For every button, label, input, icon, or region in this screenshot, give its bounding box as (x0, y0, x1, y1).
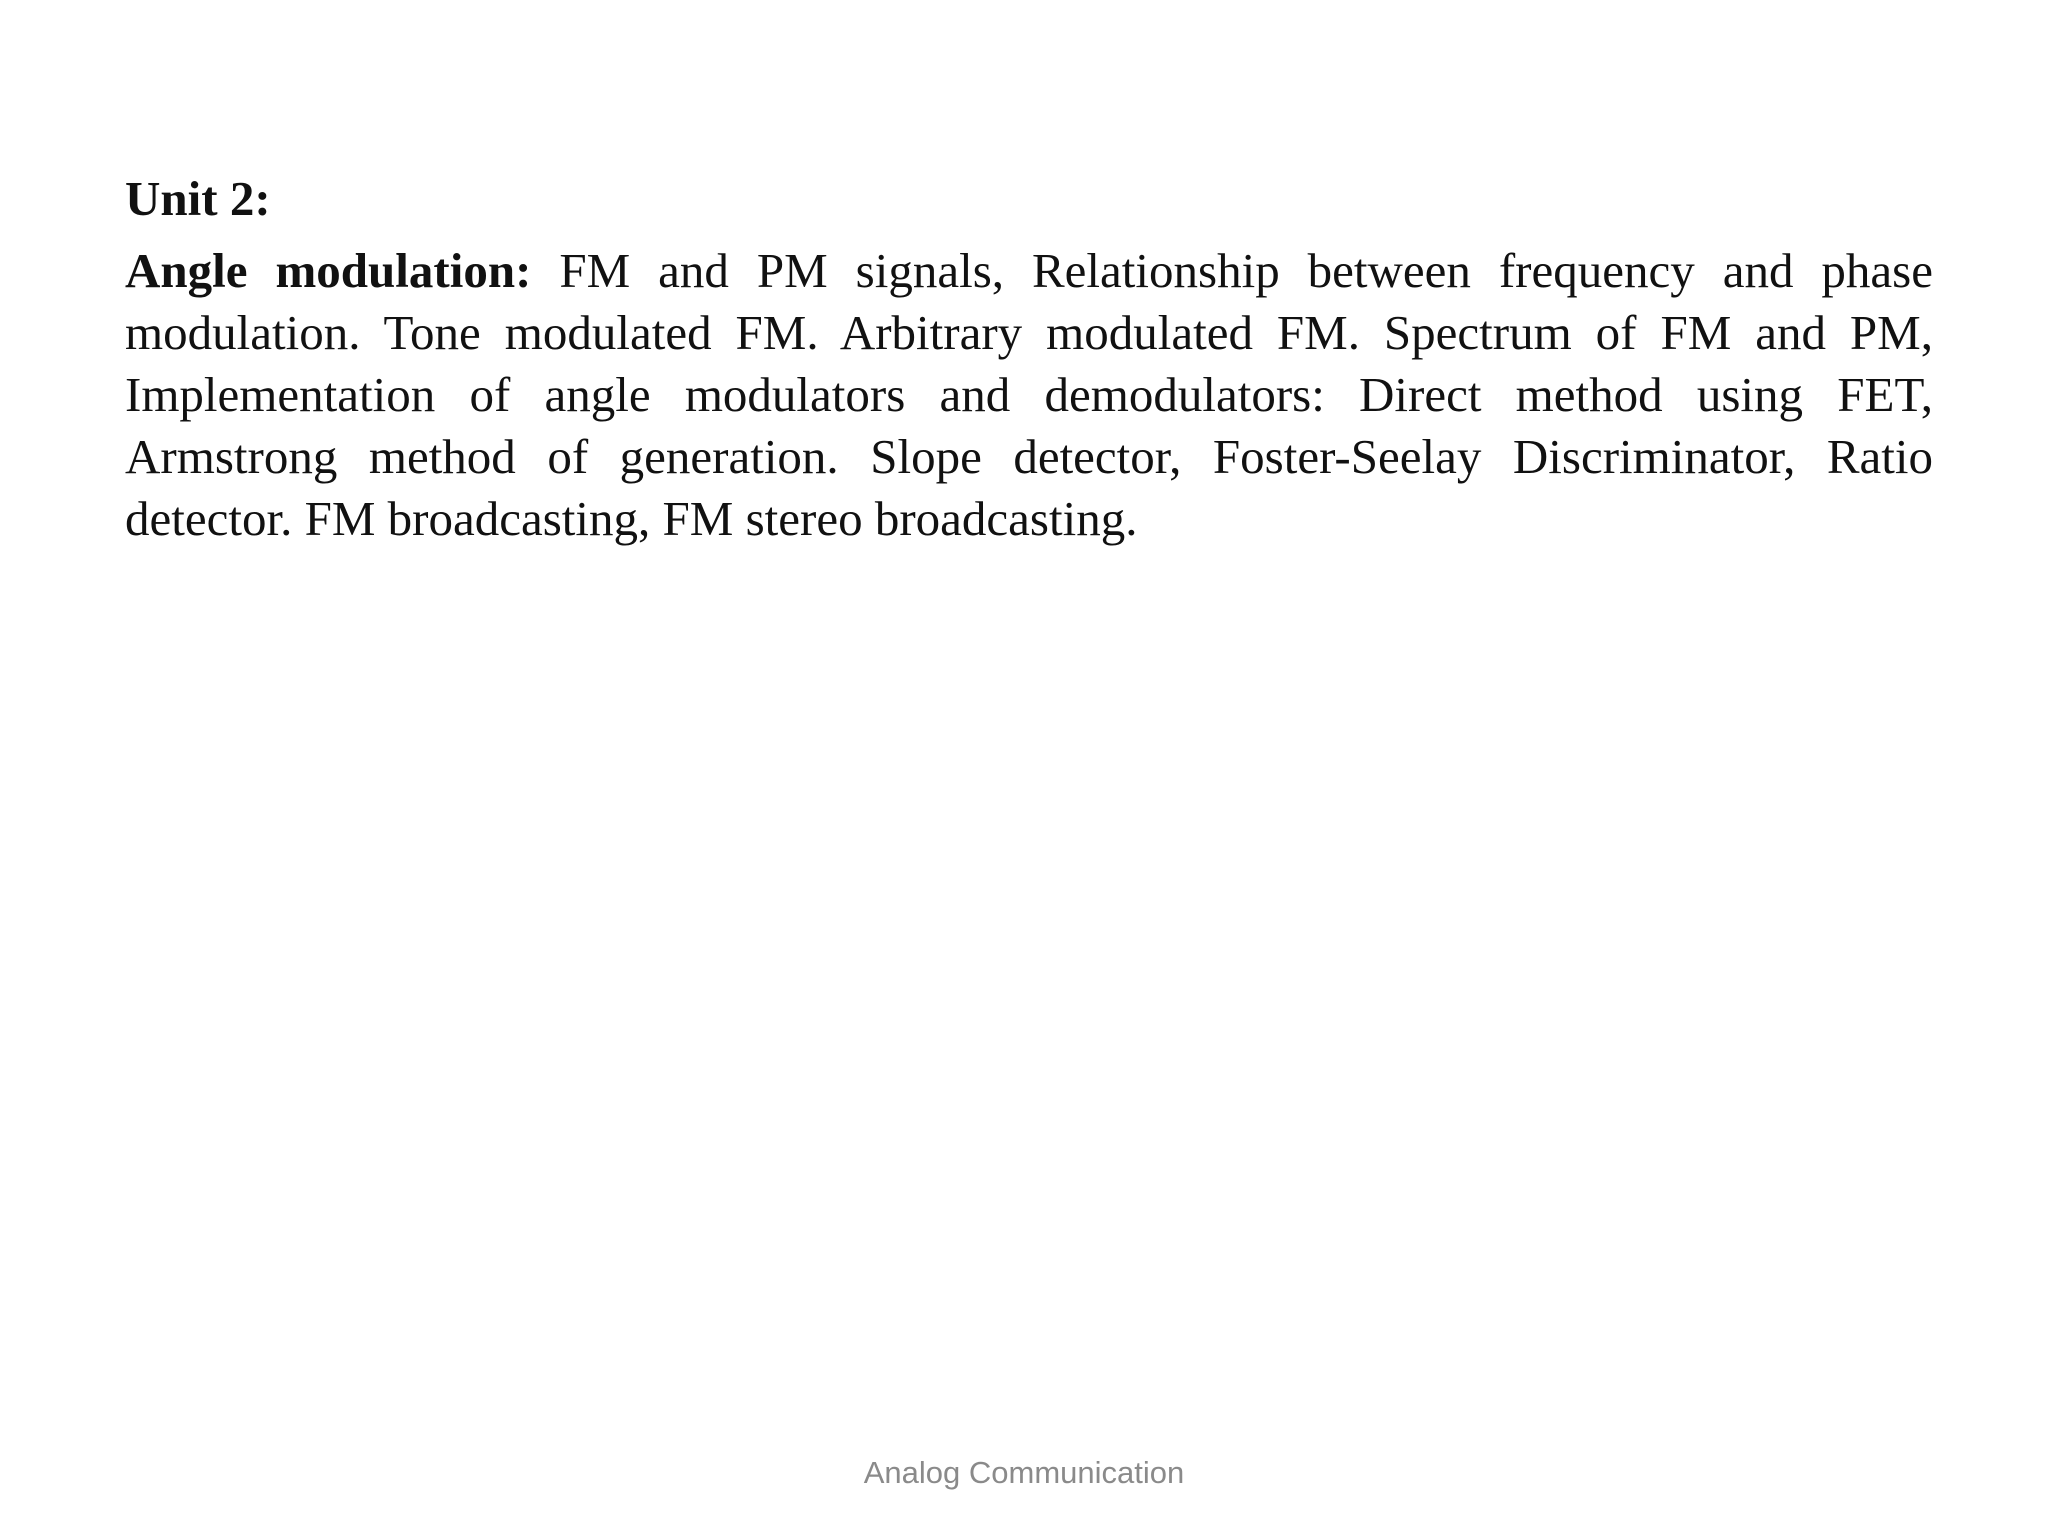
paragraph-lead: Angle modulation: (125, 243, 532, 298)
slide-footer: Analog Communication (863, 1455, 1185, 1490)
paragraph-body: FM and PM signals, Relationship between frequency and phase modulation. Tone modulated FM. Arbitrary modulated FM. Spectrum of FM and PM, Implementation of angle modulators and demodulators: Direct method using FET, Armstrong method of generation. Slope detector, Foster-Seelay Discriminator, Ratio detector. FM broadcasting, FM stereo broadcasting. (125, 243, 1933, 546)
syllabus-paragraph (125, 240, 1933, 550)
slide-content (125, 168, 1933, 550)
unit-title: Unit 2: (125, 171, 271, 226)
